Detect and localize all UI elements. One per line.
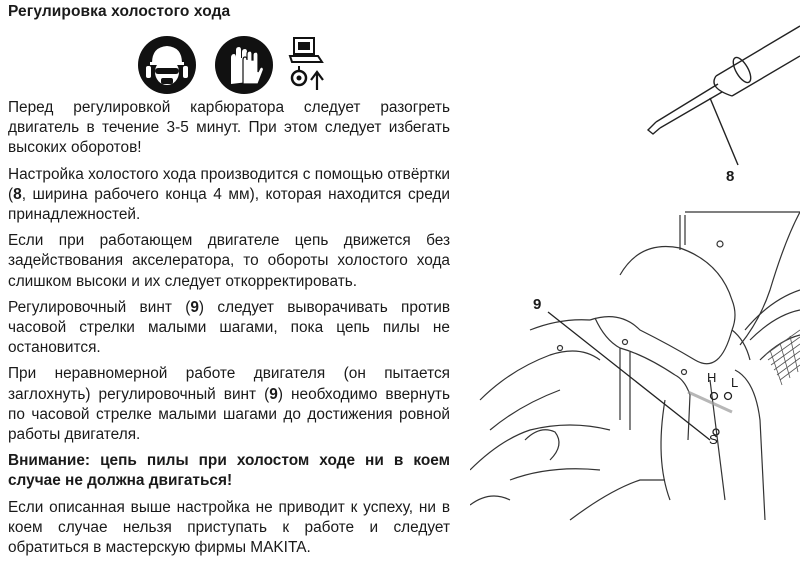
gloves-icon — [215, 36, 273, 94]
illustration-drawing — [470, 0, 800, 530]
paragraph-service: Если описанная выше настройка не приводит к успеху, ни в коем случае нельзя приступать к работе и следует обратиться в мастерскую фирмы MAKITA. — [8, 498, 450, 557]
paragraph-clockwise: При неравномерной работе двигателя (он пытается заглохнуть) регулировочный винт (9) необходимо ввернуть по часовой стрелке малыми шагами до достижения ровной работы двигателя. — [8, 365, 450, 444]
paragraph-warning: Внимание: цепь пилы при холостом ходе ни в коем случае не должна двигаться! — [8, 452, 450, 490]
protective-gear-icon — [138, 36, 196, 94]
label-screwdriver: 8 — [726, 168, 735, 185]
page-title: Регулировка холостого хода — [8, 3, 231, 20]
ref-9: 9 — [190, 298, 199, 316]
saw-housing-icon — [470, 212, 800, 520]
ref-9: 9 — [269, 385, 278, 403]
screw-l-icon — [725, 393, 732, 400]
label-idle-screw: 9 — [533, 296, 542, 313]
carburetor-illustration — [470, 0, 800, 530]
paragraph-warmup: Перед регулировкой карбюратора следует разогреть двигатель в течение 3-5 минут. При этом следует избегать высоких оборотов! — [8, 99, 450, 157]
label-l: L — [731, 375, 739, 390]
paragraph-chain-moves: Если при работающем двигателе цепь движется без задействования акселератора, то обороты холостого хода слишком высоки и их следует откорректировать. — [8, 232, 450, 290]
screwdriver-icon — [648, 26, 800, 165]
tool-adjust-icon — [288, 34, 328, 94]
instructions-text — [8, 98, 450, 564]
paragraph-counterclockwise: Регулировочный винт (9) следует выворачивать против часовой стрелки малыми шагами, пока цепь пилы не остановится. — [8, 298, 450, 357]
label-s: S — [709, 432, 718, 447]
ref-8: 8 — [13, 185, 22, 203]
paragraph-screwdriver: Настройка холостого хода производится с помощью отвёртки (8, ширина рабочего конца 4 мм), которая находится среди принадлежностей. — [8, 165, 450, 224]
label-h: H — [707, 370, 717, 385]
vent-grille-icon — [765, 330, 800, 385]
